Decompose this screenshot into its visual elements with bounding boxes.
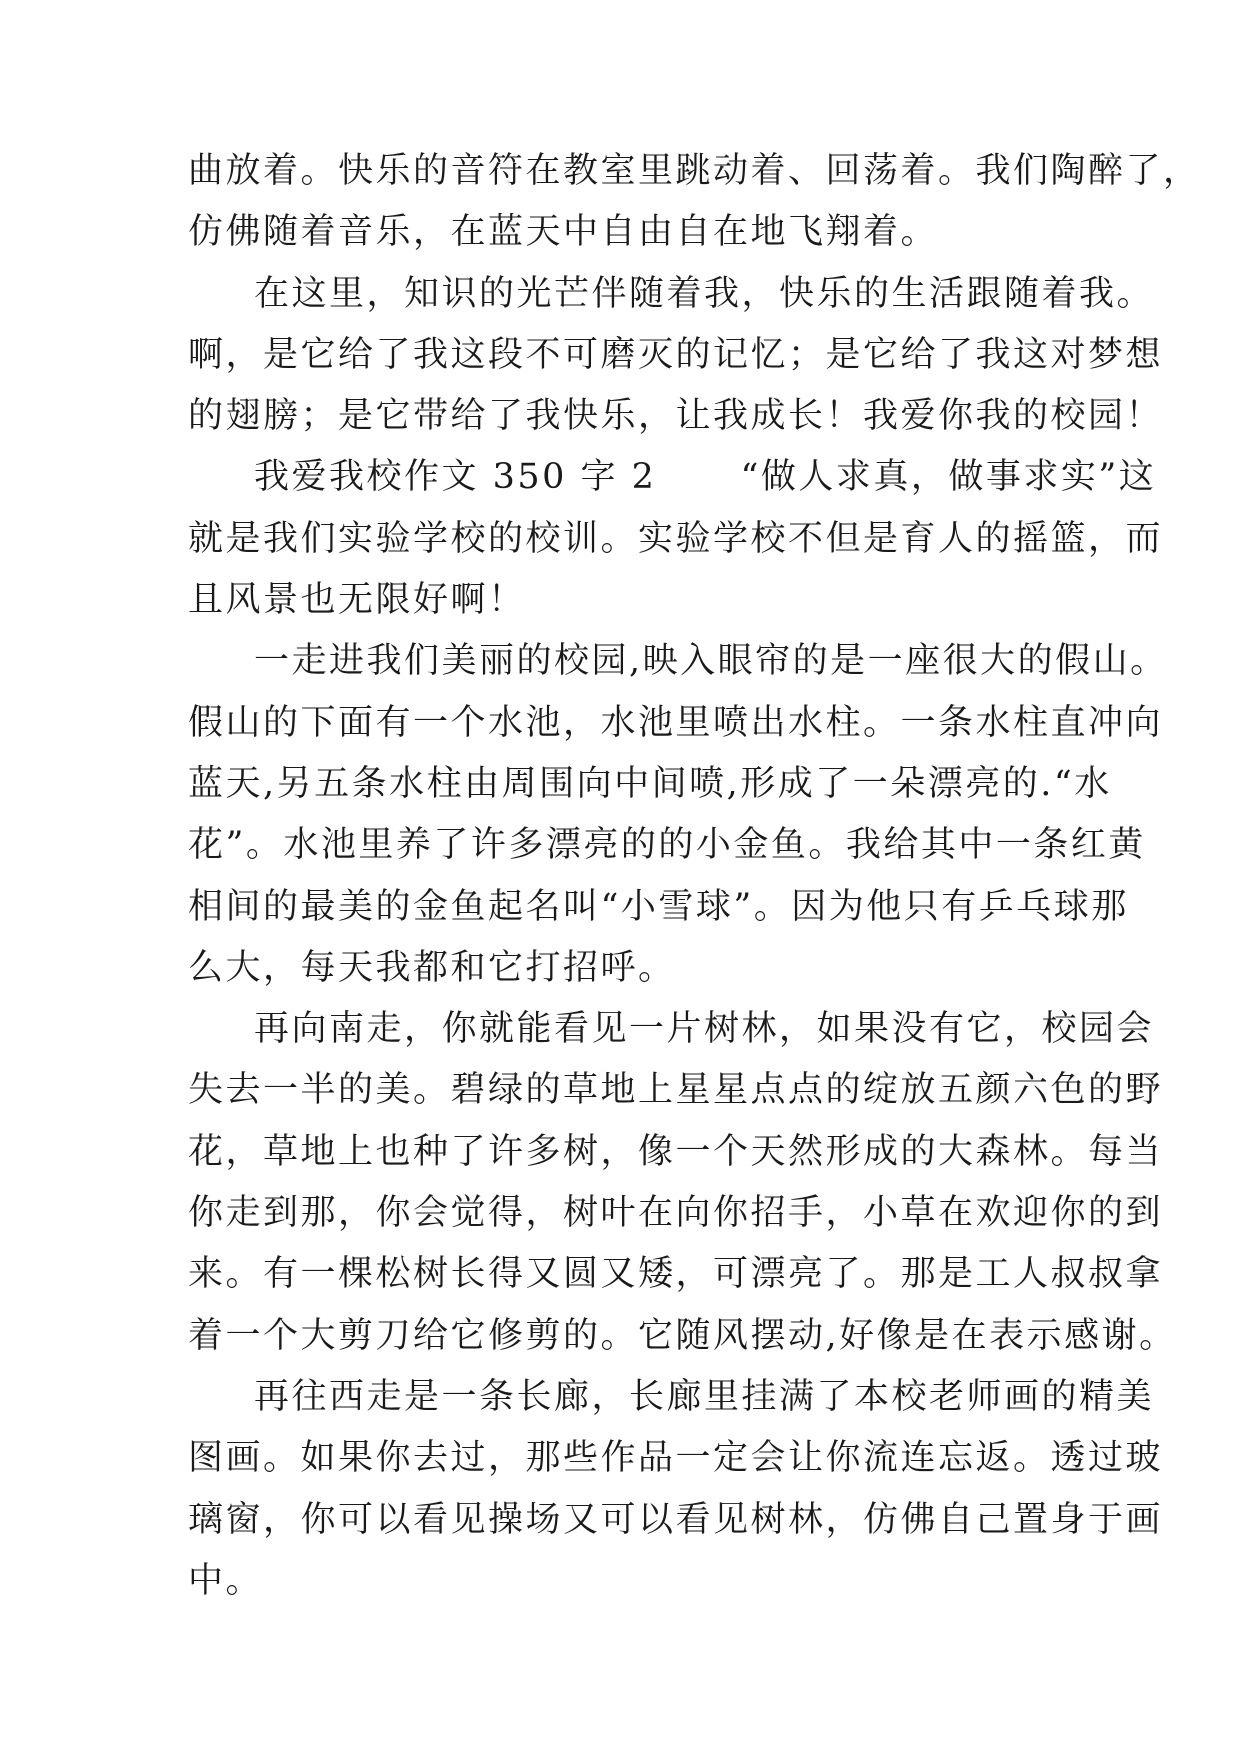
text-line: 蓝天,另五条水柱由周围向中间喷,形成了一朵漂亮的.“水 [188,763,1112,804]
text-line: 曲放着。快乐的音符在教室里跳动着、回荡着。我们陶醉了， [188,151,1201,191]
text-line: 花”。水池里养了许多漂亮的的小金鱼。我给其中一条红黄 [188,825,1146,866]
text-line: 再往西走是一条长廊，长廊里挂满了本校老师画的精美 [254,1376,1155,1417]
essay-title: 我爱我校作文 350 字 2 [254,457,657,498]
text-line: 来。有一棵松树长得又圆又矮，可漂亮了。那是工人叔叔拿 [188,1254,1164,1295]
text-line: 相间的最美的金鱼起名叫“小雪球”。因为他只有乒乓球那 [188,886,1129,927]
essay-motto-start: “做人求真，做事求实”这 [740,457,1157,498]
text-line: 一走进我们美丽的校园,映入眼帘的是一座很大的假山。 [254,641,1168,682]
text-line: 么大，每天我都和它打招呼。 [188,947,676,988]
text-line-heading [188,447,1157,508]
text-line: 再向南走，你就能看见一片树林，如果没有它，校园会 [254,1009,1155,1050]
body-text [188,141,1201,1612]
text-line: 假山的下面有一个水池，水池里喷出水柱。一条水柱直冲向 [188,702,1164,743]
text-line: 花，草地上也种了许多树，像一个天然形成的大森林。每当 [188,1131,1164,1172]
text-line: 失去一半的美。碧绿的草地上星星点点的绽放五颜六色的野 [188,1070,1164,1111]
text-line: 啊，是它给了我这段不可磨灭的记忆；是它给了我这对梦想 [188,334,1164,375]
text-line: 着一个大剪刀给它修剪的。它随风摆动,好像是在表示感谢。 [188,1315,1177,1356]
text-line: 图画。如果你去过，那些作品一定会让你流连忘返。透过玻 [188,1438,1164,1479]
text-line: 你走到那，你会觉得，树叶在向你招手，小草在欢迎你的到 [188,1193,1164,1234]
text-line: 在这里，知识的光芒伴随着我，快乐的生活跟随着我。 [254,273,1155,314]
text-line: 仿佛随着音乐，在蓝天中自由自在地飞翔着。 [188,212,939,253]
text-line: 中。 [188,1560,264,1601]
text-line: 且风景也无限好啊！ [188,580,526,621]
text-line: 璃窗，你可以看见操场又可以看见树林，仿佛自己置身于画 [188,1499,1164,1540]
text-line: 的翅膀；是它带给了我快乐，让我成长！我爱你我的校园！ [188,396,1164,437]
text-line: 就是我们实验学校的校训。实验学校不但是育人的摇篮，而 [188,518,1164,559]
